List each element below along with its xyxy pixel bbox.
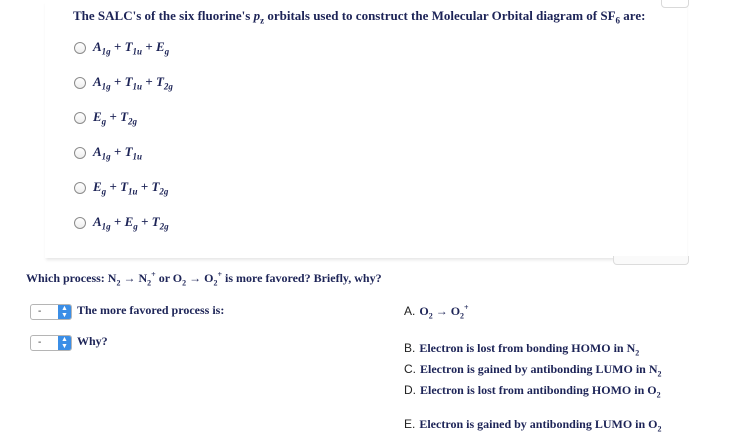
term-symbol: A — [93, 74, 102, 90]
text-part: 2 — [147, 278, 152, 288]
sf-subscript: 6 — [615, 15, 621, 26]
term-symbol: + T — [106, 109, 129, 125]
answer-option-2[interactable] — [74, 73, 173, 93]
radio-button[interactable] — [74, 217, 86, 229]
text-part: 2 — [460, 311, 465, 321]
radio-button[interactable] — [74, 42, 86, 54]
answer-option-5[interactable] — [74, 178, 168, 198]
text-part: 2 — [656, 390, 661, 400]
question-2-prompt — [26, 270, 382, 287]
text-part: Electron is lost from bonding HOMO in N — [419, 341, 636, 355]
option-label — [93, 144, 142, 162]
favored-process-select[interactable] — [30, 304, 72, 320]
option-label — [93, 74, 173, 92]
text-part: or O — [155, 271, 183, 285]
choice-letter: A. — [404, 304, 416, 318]
term-symbol: + T — [110, 144, 133, 160]
option-label — [93, 109, 137, 127]
orbital-symbol: p — [253, 8, 261, 23]
text-part: + — [464, 303, 469, 312]
answer-choice-a — [404, 303, 469, 320]
term-subscript: g — [101, 186, 107, 197]
term-symbol: + T — [142, 74, 164, 90]
term-subscript: g — [133, 221, 138, 232]
term-subscript: 2g — [159, 186, 169, 197]
term-symbol: + E — [110, 214, 134, 230]
text-part: 2 — [116, 278, 121, 288]
term-subscript: 1g — [101, 151, 111, 162]
why-select[interactable] — [30, 335, 72, 351]
text-part: 2 — [428, 311, 433, 321]
question-1-prompt — [73, 8, 645, 26]
answer-choice-c — [404, 362, 662, 378]
select-arrows-icon: ▲ ▼ — [58, 305, 71, 319]
term-symbol: A — [93, 214, 102, 230]
select-value: - — [38, 306, 42, 317]
term-symbol: + T — [137, 214, 160, 230]
text-part: + — [151, 270, 156, 279]
orbital-subscript: z — [260, 15, 265, 26]
term-symbol: A — [93, 39, 102, 55]
text-part: Electron is lost from antibonding HOMO in O — [420, 383, 657, 397]
term-subscript: 2g — [159, 221, 169, 232]
prompt-text: are: — [620, 8, 646, 23]
panel-corner-tab — [661, 0, 689, 8]
answer-choice-d — [404, 383, 661, 399]
text-part: Electron is gained by antibonding LUMO in N — [420, 362, 658, 376]
answer-option-3[interactable] — [74, 108, 137, 128]
term-symbol: + T — [137, 179, 160, 195]
term-symbol: + T — [110, 39, 133, 55]
choice-letter: B. — [404, 341, 416, 355]
term-subscript: 1u — [132, 151, 143, 162]
term-subscript: 2g — [128, 116, 138, 127]
term-subscript: 1u — [128, 186, 138, 197]
text-part: Which process: N — [26, 271, 117, 285]
radio-button[interactable] — [74, 147, 86, 159]
term-symbol: A — [93, 144, 102, 160]
option-label — [93, 179, 168, 197]
text-part: Electron is gained by antibonding LUMO in O — [419, 417, 658, 431]
answer-choice-e — [404, 417, 662, 433]
term-subscript: g — [101, 116, 107, 127]
text-part: O — [419, 304, 429, 318]
term-subscript: 1u — [132, 81, 143, 92]
radio-button[interactable] — [74, 182, 86, 194]
term-subscript: 2g — [163, 81, 173, 92]
answer-choice-b — [404, 341, 639, 357]
text-part: 2 — [213, 278, 218, 288]
text-part: 2 — [635, 348, 640, 358]
prompt-text: The SALC's of the six fluorine's — [73, 8, 254, 23]
term-symbol: E — [93, 179, 102, 195]
answer-option-6[interactable] — [74, 213, 169, 233]
radio-button[interactable] — [74, 77, 86, 89]
choice-letter: E. — [404, 417, 416, 431]
text-part: 2 — [182, 278, 187, 288]
choice-letter: D. — [404, 383, 416, 397]
option-label — [93, 39, 169, 57]
select-value: - — [38, 337, 42, 348]
option-label — [93, 214, 169, 232]
term-subscript: 1g — [101, 46, 111, 57]
term-subscript: 1u — [132, 46, 143, 57]
panel-bottom-tab — [613, 256, 689, 265]
term-symbol: + T — [110, 74, 133, 90]
text-part: is more favored? Briefly, why? — [222, 271, 382, 285]
term-symbol: E — [93, 109, 102, 125]
text-part: + — [217, 270, 223, 279]
answer-option-1[interactable] — [74, 38, 169, 58]
prompt-text: orbitals used to construct the Molecular Orbital diagram of SF — [264, 8, 616, 23]
text-part: → O — [432, 304, 461, 318]
why-label: Why? — [77, 334, 108, 348]
term-subscript: g — [164, 46, 170, 57]
text-part: 2 — [657, 424, 662, 434]
select-arrows-icon: ▲ ▼ — [58, 336, 71, 350]
term-subscript: 1g — [101, 221, 111, 232]
term-subscript: 1g — [101, 81, 111, 92]
choice-letter: C. — [404, 362, 416, 376]
term-symbol: + E — [142, 39, 165, 55]
text-part: → N — [120, 271, 148, 285]
term-symbol: + T — [106, 179, 129, 195]
text-part: 2 — [657, 369, 662, 379]
radio-button[interactable] — [74, 112, 86, 124]
answer-option-4[interactable] — [74, 143, 142, 163]
favored-process-label: The more favored process is: — [77, 303, 225, 317]
text-part: → O — [186, 271, 214, 285]
